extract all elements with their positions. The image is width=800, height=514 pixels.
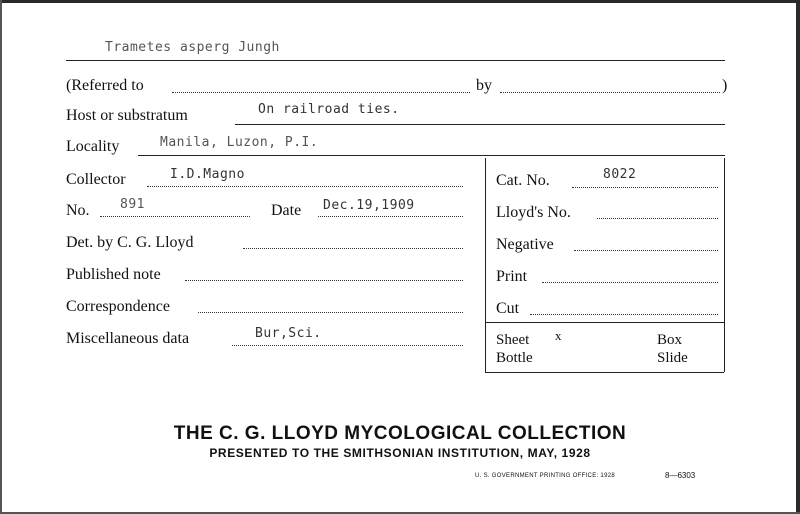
misc-label: Miscellaneous data xyxy=(66,330,190,347)
no-value: 891 xyxy=(120,197,145,212)
published-field xyxy=(185,280,463,281)
referred-to-label: (Referred to xyxy=(66,77,144,94)
sheet-mark: x xyxy=(555,328,562,343)
form-number: 8—6303 xyxy=(665,471,696,480)
card-edge-top xyxy=(0,0,800,3)
locality-label: Locality xyxy=(66,138,120,155)
print-label: Print xyxy=(496,268,528,285)
close-paren: ) xyxy=(722,77,728,94)
cat-no-value: 8022 xyxy=(603,167,637,182)
collector-field xyxy=(147,186,463,187)
printing-office-note: U. S. GOVERNMENT PRINTING OFFICE: 1928 xyxy=(475,473,615,479)
slide-label: Slide xyxy=(657,350,688,366)
cat-no-label: Cat. No. xyxy=(496,172,550,189)
cat-no-field xyxy=(572,187,718,188)
date-label: Date xyxy=(271,202,302,219)
host-label: Host or substratum xyxy=(66,107,188,124)
cut-field xyxy=(530,314,718,315)
misc-value: Bur,Sci. xyxy=(255,326,322,341)
date-field xyxy=(318,216,463,217)
locality-underline xyxy=(138,155,725,156)
collector-value: I.D.Magno xyxy=(170,167,245,182)
lloyds-no-field xyxy=(597,218,718,219)
right-box-divider xyxy=(485,322,724,323)
referred-to-field xyxy=(172,92,470,93)
by-field xyxy=(500,92,720,93)
det-field xyxy=(243,248,463,249)
species-underline xyxy=(66,60,725,61)
lloyds-no-label: Lloyd's No. xyxy=(496,204,571,221)
print-field xyxy=(542,282,718,283)
no-field xyxy=(100,216,250,217)
box-label: Box xyxy=(657,332,683,348)
collector-label: Collector xyxy=(66,171,126,188)
det-label: Det. by C. G. Lloyd xyxy=(66,234,194,251)
correspondence-field xyxy=(198,312,463,313)
published-label: Published note xyxy=(66,266,161,283)
locality-value: Manila, Luzon, P.I. xyxy=(160,135,319,150)
negative-field xyxy=(574,250,718,251)
correspondence-label: Correspondence xyxy=(66,298,170,315)
right-box-right-border xyxy=(724,158,725,372)
by-label: by xyxy=(476,77,492,94)
collection-subtitle: PRESENTED TO THE SMITHSONIAN INSTITUTION, MAY, 1928 xyxy=(209,446,591,460)
species-name: Trametes asperg Jungh xyxy=(105,40,280,55)
bottle-label: Bottle xyxy=(496,350,533,366)
right-box-bottom-border xyxy=(485,372,724,373)
no-label: No. xyxy=(66,202,90,219)
negative-label: Negative xyxy=(496,236,554,253)
cut-label: Cut xyxy=(496,300,520,317)
host-value: On railroad ties. xyxy=(258,102,400,117)
host-underline xyxy=(235,124,725,125)
date-value: Dec.19,1909 xyxy=(323,198,415,213)
collection-title: THE C. G. LLOYD MYCOLOGICAL COLLECTION xyxy=(173,423,627,444)
sheet-label: Sheet xyxy=(496,332,530,348)
misc-field xyxy=(232,345,463,346)
right-box-left-border xyxy=(485,158,486,372)
